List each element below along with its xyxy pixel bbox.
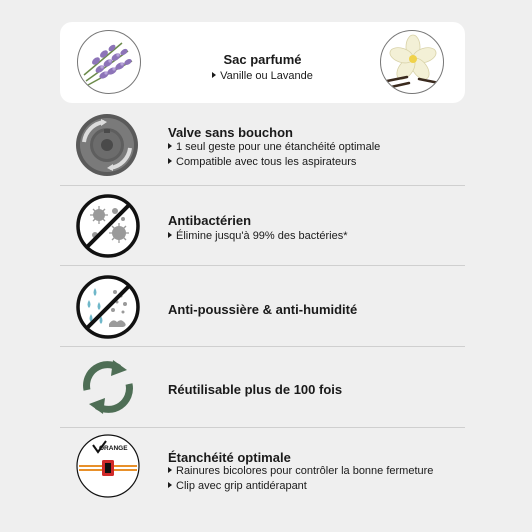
valve-icon — [74, 112, 140, 178]
feature-title: Étanchéité optimale — [168, 450, 291, 465]
card-title: Sac parfumé — [223, 52, 302, 67]
feature-title: Réutilisable plus de 100 fois — [168, 382, 343, 397]
no-bacteria-icon — [75, 193, 141, 259]
feature-bullet: Rainures bicolores pour contrôler la bonne fermeture — [168, 465, 433, 477]
feature-title: Anti-poussière & anti-humidité — [168, 302, 358, 317]
divider — [60, 265, 465, 266]
orange-badge: ORANGE — [99, 445, 128, 452]
feature-bullet: Compatible avec tous les aspirateurs — [168, 156, 356, 168]
card-subtitle: Vanille ou Lavande — [60, 70, 465, 82]
divider — [60, 346, 465, 347]
vanilla-flower-icon — [380, 30, 444, 94]
feature-bullet: Élimine jusqu'à 99% des bactéries* — [168, 230, 347, 242]
divider — [60, 185, 465, 186]
scent-card — [60, 22, 465, 103]
feature-bullet: Clip avec grip antidérapant — [168, 480, 307, 492]
reuse-arrows-icon — [75, 354, 141, 420]
no-dust-humidity-icon — [75, 274, 141, 340]
feature-title: Antibactérien — [168, 213, 252, 228]
zip-closure-icon — [75, 433, 141, 499]
divider — [60, 427, 465, 428]
feature-bullet: 1 seul geste pour une étanchéité optimale — [168, 141, 380, 153]
feature-title: Valve sans bouchon — [168, 125, 293, 140]
